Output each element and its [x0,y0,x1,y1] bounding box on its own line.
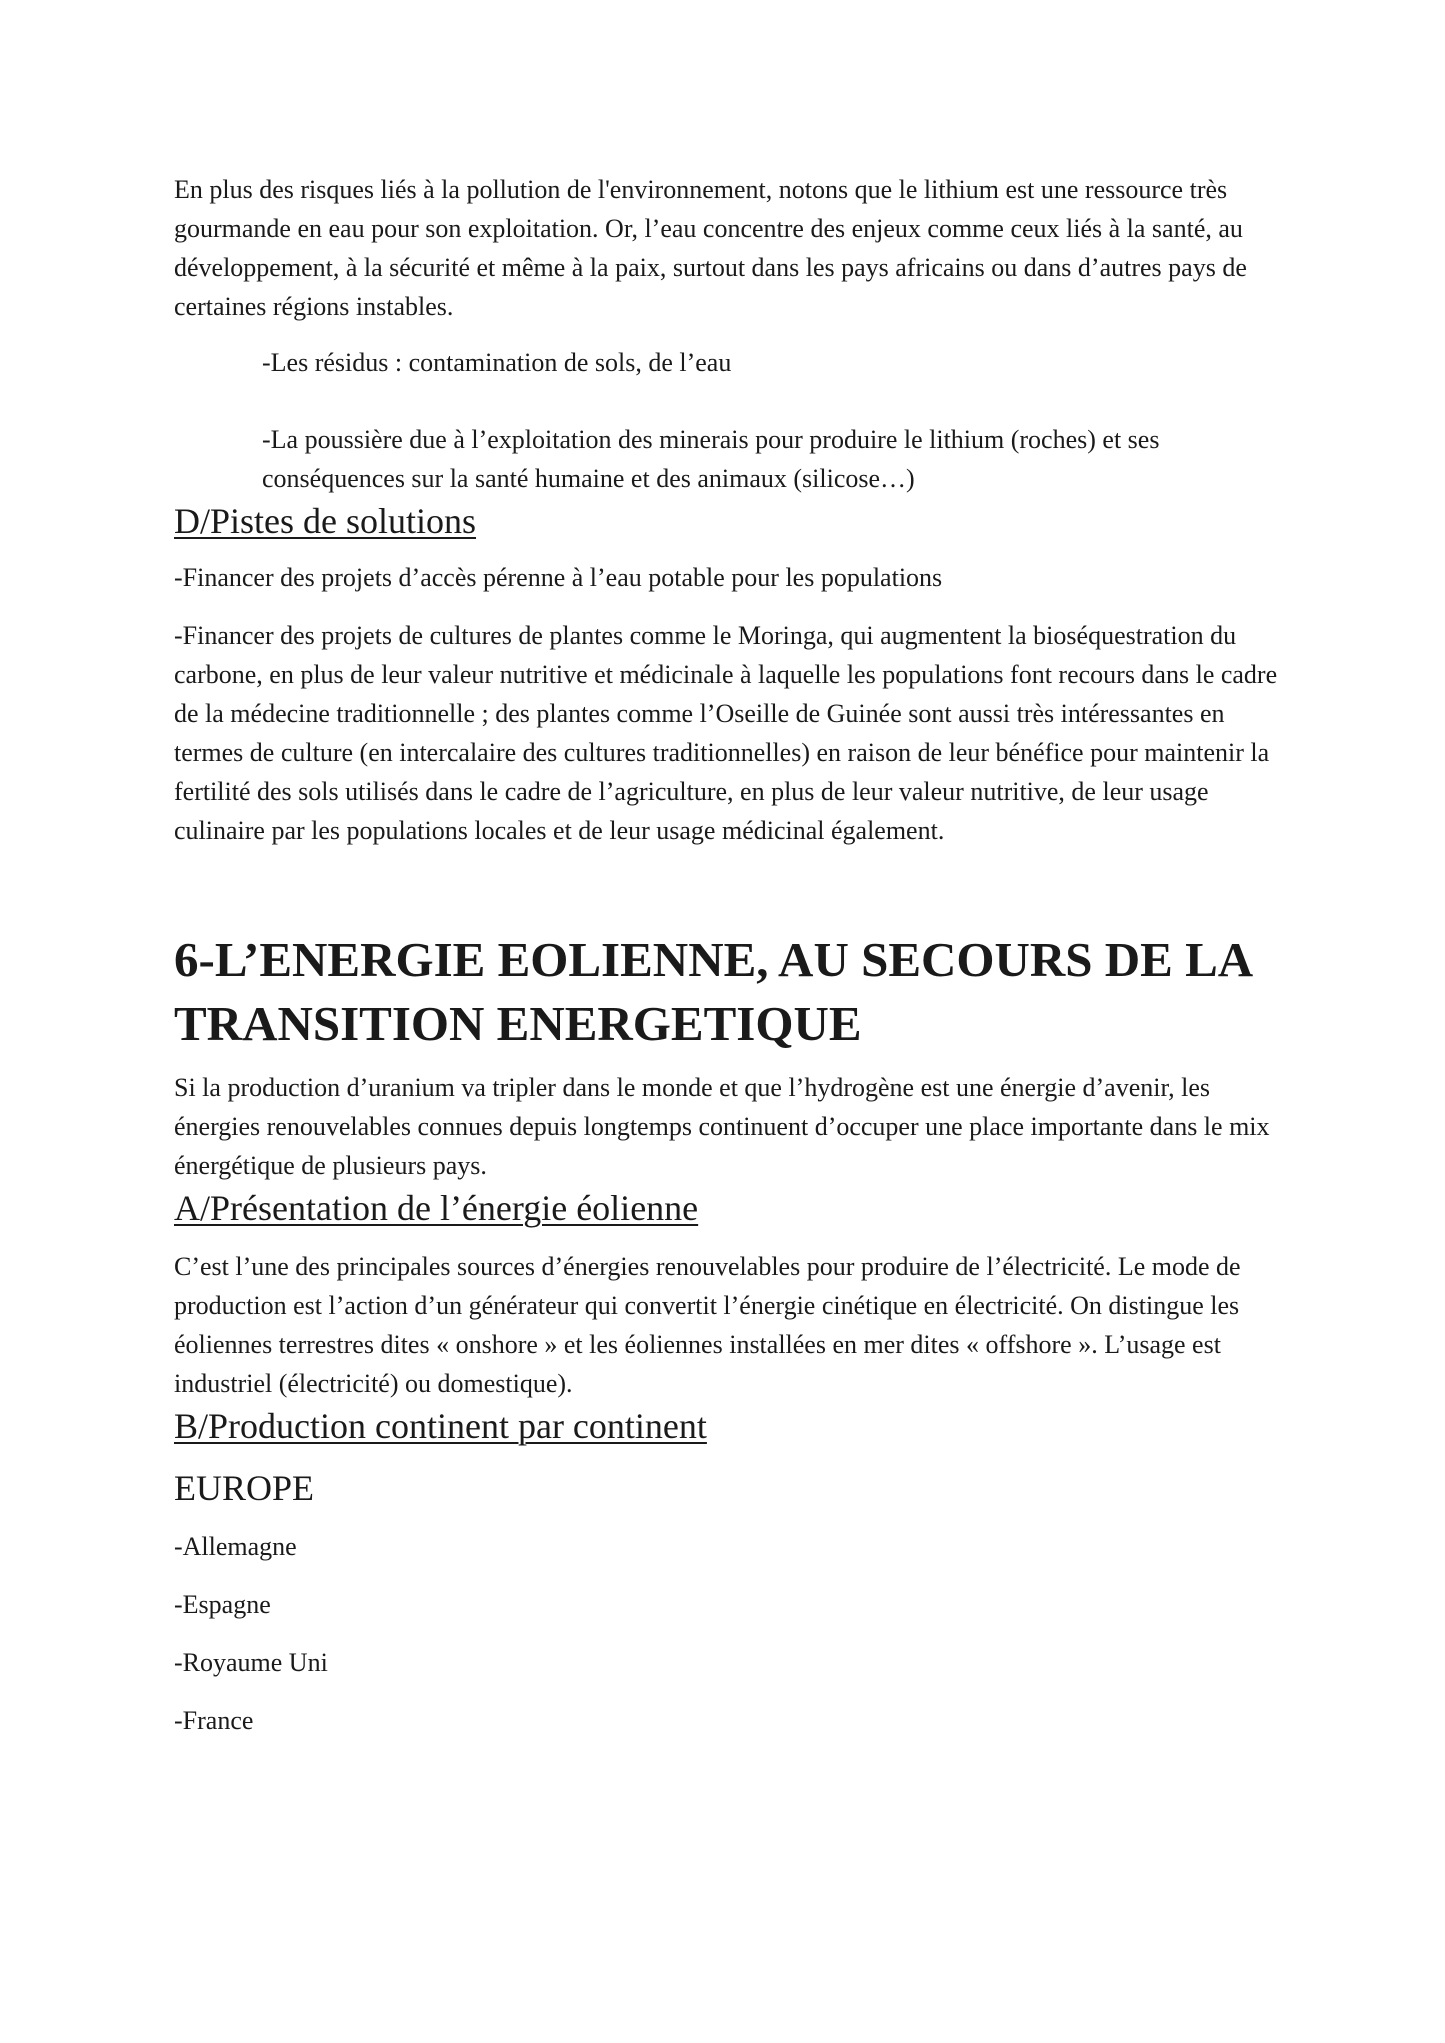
document-page [174,170,1294,1740]
country-item: -France [174,1706,254,1735]
country-item: -Allemagne [174,1532,297,1561]
intro-paragraph: En plus des risques liés à la pollution de l'environnement, notons que le lithium est une ressource très gourmande en eau pour son exploitation. Or, l’eau concentre des enjeux comme ceux liés à la santé, au développement, à la sécurité et même à la paix, surtout dans les pays africains ou dans d’autres pays de certaines régions instables. [174,175,1247,321]
residus-item: -Les résidus : contamination de sols, de l’eau [262,348,732,377]
section-6-intro: Si la production d’uranium va tripler dans le monde et que l’hydrogène est une énergie d’avenir, les énergies renouvelables connues depuis longtemps continuent d’occuper une place importante dans le mix énergétique de plusieurs pays. [174,1073,1270,1180]
country-item: -Espagne [174,1590,271,1619]
pistes-heading: D/Pistes de solutions [174,501,477,541]
presentation-heading: A/Présentation de l’énergie éolienne [174,1188,699,1228]
poussiere-item: -La poussière due à l’exploitation des minerais pour produire le lithium (roches) et ses conséquences sur la santé humaine et des animaux (silicose…) [262,425,1160,493]
region-europe: EUROPE [174,1468,315,1508]
pistes-item-1: -Financer des projets d’accès pérenne à l’eau potable pour les populations [174,563,943,592]
presentation-paragraph: C’est l’une des principales sources d’énergies renouvelables pour produire de l’électricité. Le mode de production est l’action d’un générateur qui convertit l’énergie cinétique en électricité. On distingue les éoliennes terrestres dites « onshore » et les éoliennes installées en mer dites « offshore ». L’usage est industriel (électricité) ou domestique). [174,1252,1241,1398]
section-6-title: 6-L’ENERGIE EOLIENNE, AU SECOURS DE LA TRANSITION ENERGETIQUE [174,932,1251,1051]
production-heading: B/Production continent par continent [174,1406,707,1446]
pistes-item-2: -Financer des projets de cultures de plantes comme le Moringa, qui augmentent la bioséquestration du carbone, en plus de leur valeur nutritive et médicinale à laquelle les populations font recours dans le cadre de la médecine traditionnelle ; des plantes comme l’Oseille de Guinée sont aussi très intéressantes en termes de culture (en intercalaire des cultures traditionnelles) en raison de leur bénéfice pour maintenir la fertilité des sols utilisés dans le cadre de l’agriculture, en plus de leur valeur nutritive, de leur usage culinaire par les populations locales et de leur usage médicinal également. [174,621,1278,845]
country-item: -Royaume Uni [174,1648,328,1677]
